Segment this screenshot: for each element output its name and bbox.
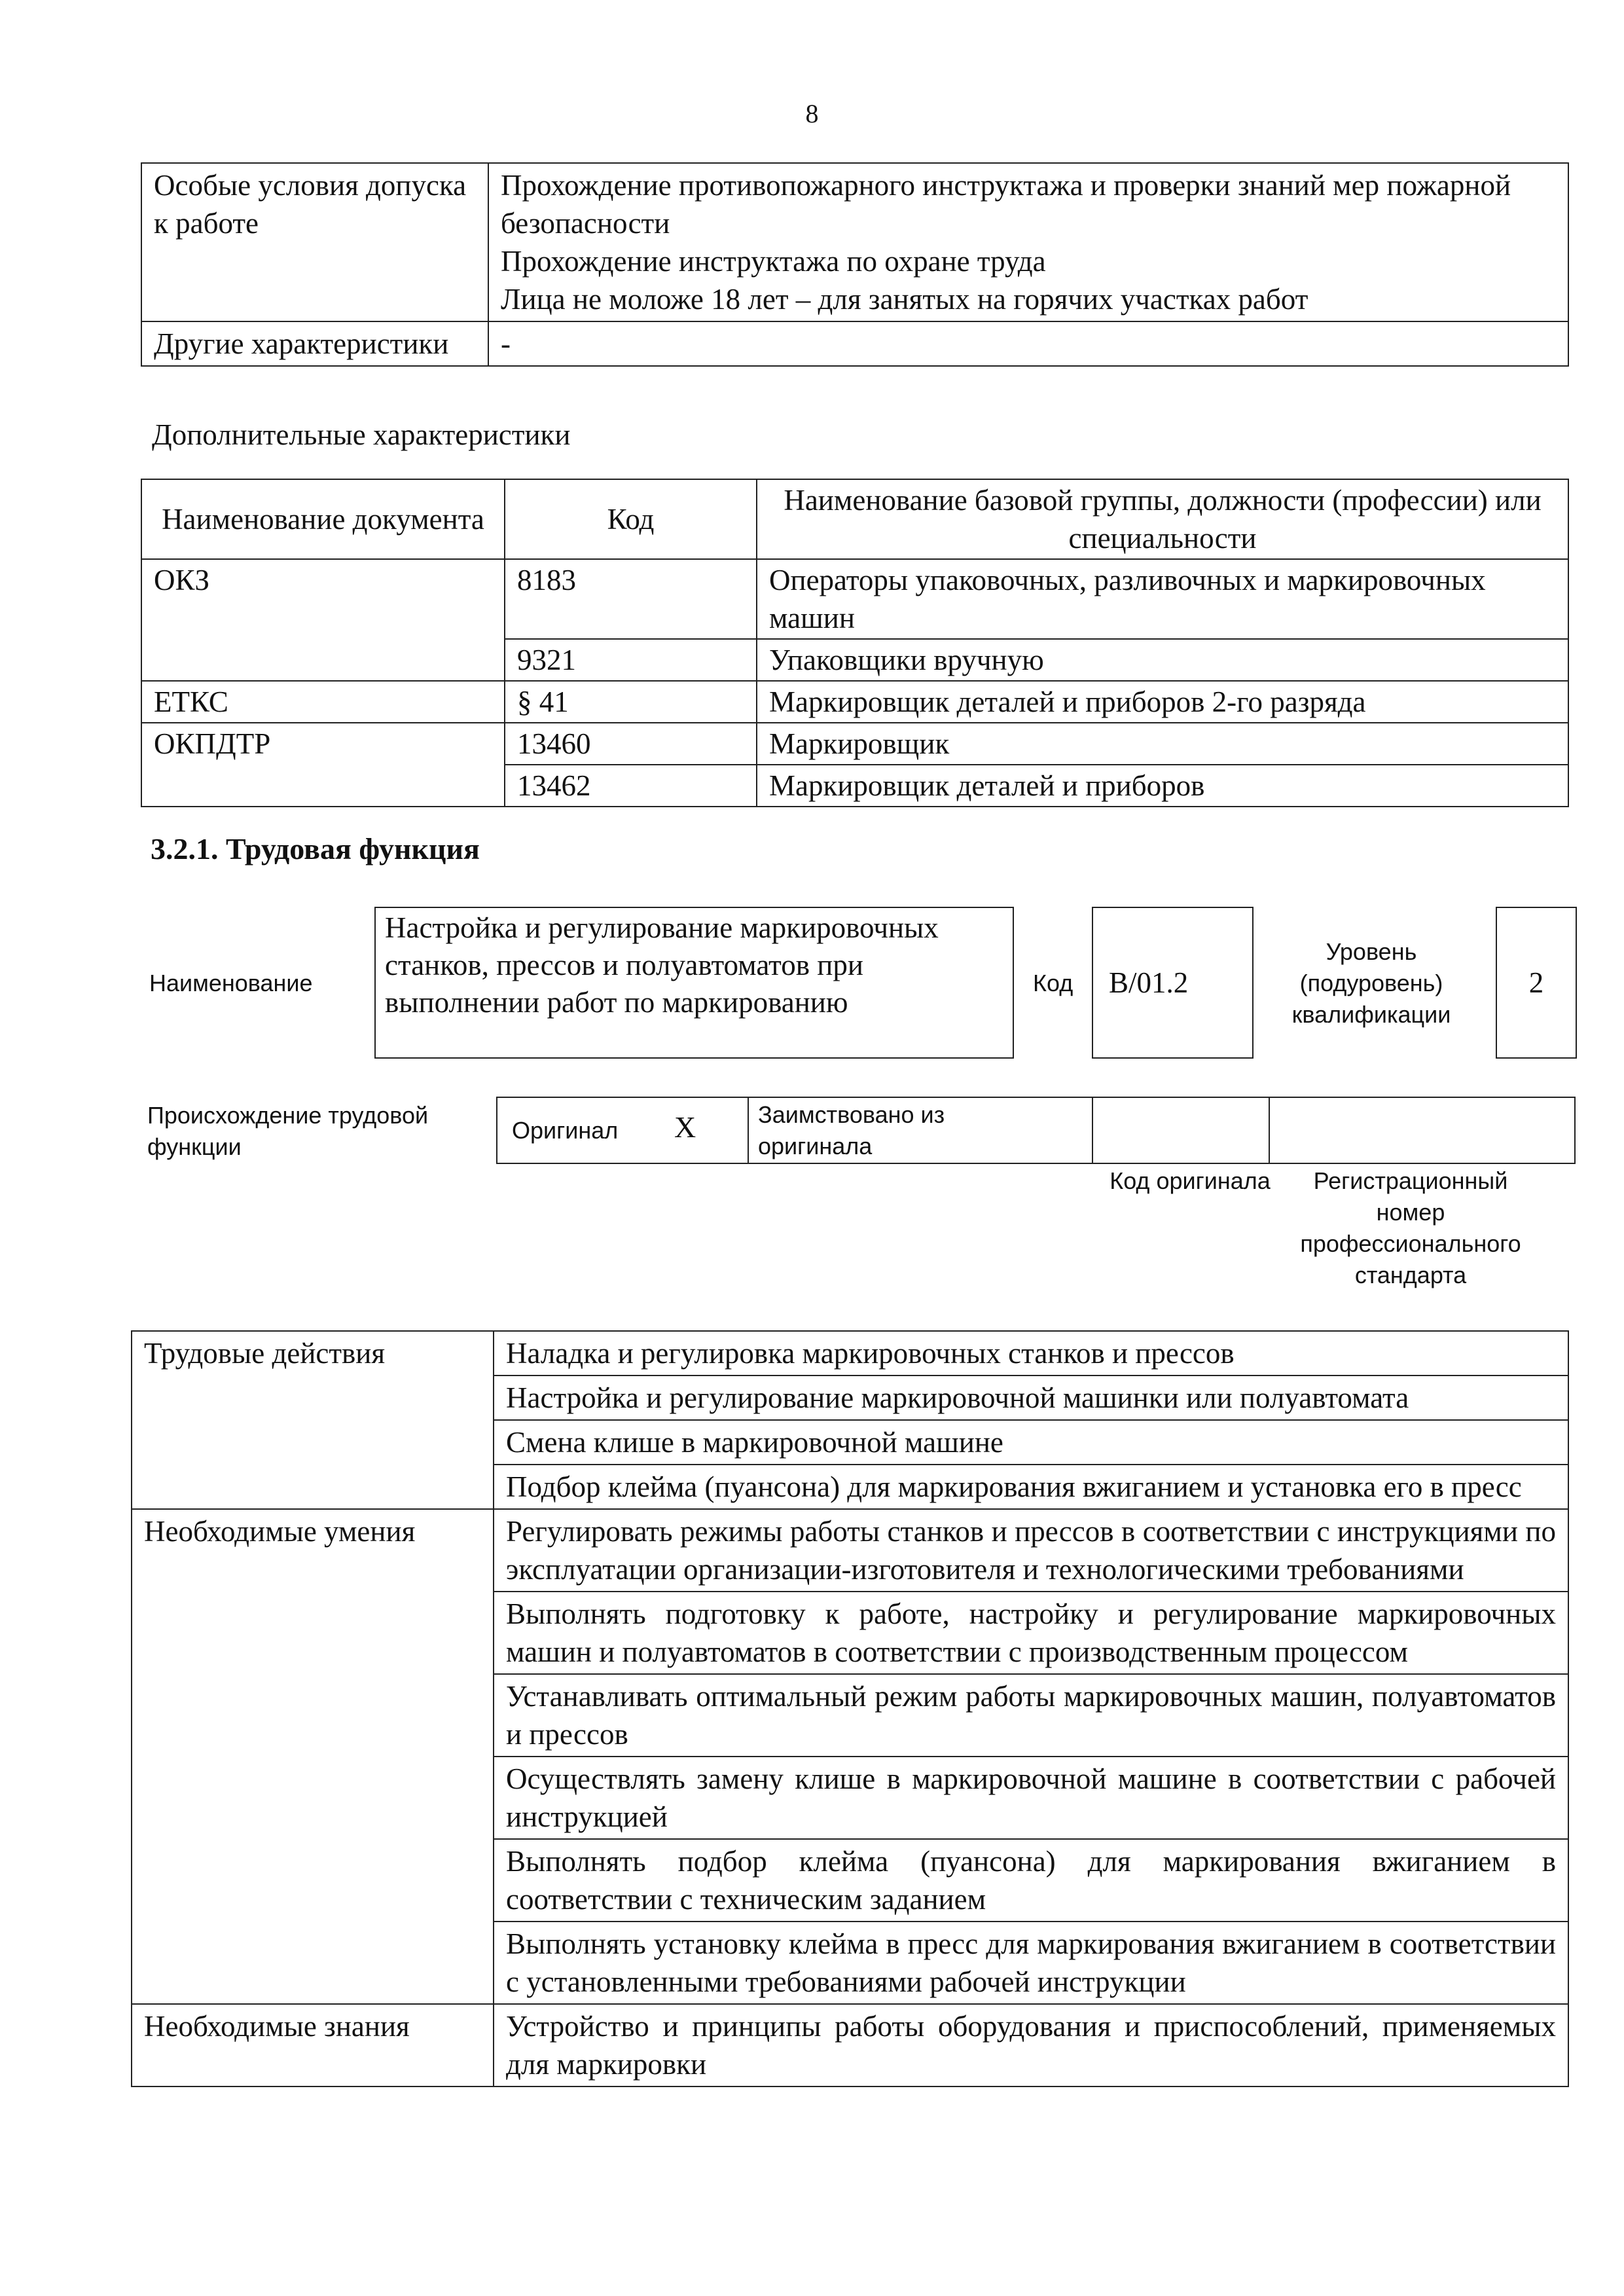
table-row (132, 1509, 1568, 1592)
borrowed-label: Заимствовано из оригинала (758, 1101, 945, 1159)
table-row (132, 2004, 1568, 2086)
level-value: 2 (1528, 966, 1544, 999)
origin-reg-cell (1270, 1098, 1574, 1163)
action-item: Смена клише в маркировочной машине (494, 1420, 1568, 1465)
table-header-row (141, 479, 1568, 559)
code-cell: 9321 (505, 639, 757, 681)
page-number: 8 (805, 99, 819, 128)
row-label: Трудовые действия (132, 1331, 494, 1509)
skill-item: Устанавливать оптимальный режим работы маркировочных машин, полуавтоматов и прессов (494, 1674, 1568, 1757)
table-row (141, 321, 1568, 366)
origin-original-cell (497, 1098, 749, 1163)
table-row (141, 681, 1568, 723)
origin-code-cell (1093, 1098, 1270, 1163)
name-cell: Маркировщик деталей и приборов (757, 765, 1568, 807)
level-label: Уровень (подуровень) квалификации (1291, 938, 1451, 1028)
value-line: Лица не моложе 18 лет – для занятых на горячих участках работ (501, 283, 1308, 316)
additional-table (141, 479, 1569, 807)
header-cell: Код (505, 479, 757, 559)
name-cell: Маркировщик (757, 723, 1568, 765)
code-cell: 8183 (505, 559, 757, 639)
row-value (488, 163, 1568, 321)
function-code-box (1092, 907, 1254, 1059)
original-mark: X (674, 1110, 696, 1144)
table-row (141, 559, 1568, 639)
table-row (141, 163, 1568, 321)
additional-title: Дополнительные характеристики (152, 418, 571, 451)
origin-table (496, 1097, 1576, 1164)
code-label: Код (1033, 970, 1074, 996)
function-table (131, 1330, 1569, 2087)
skill-item: Выполнять подготовку к работе, настройку и регулирование маркировочных машин и полуавтоматов в соответствии с производственным процессом (494, 1592, 1568, 1674)
section-title: 3.2.1. Трудовая функция (151, 832, 480, 866)
reg-caption: Регистрационный номер профессионального стандарта (1300, 1167, 1521, 1288)
skill-item: Выполнять подбор клейма (пуансона) для маркирования вжиганием в соответствии с техническим заданием (494, 1839, 1568, 1922)
header-cell: Наименование базовой группы, должности (профессии) или специальности (757, 479, 1568, 559)
function-name-box (374, 907, 1014, 1059)
origin-label: Происхождение трудовой функции (147, 1102, 429, 1160)
doc-cell: ЕТКС (141, 681, 505, 723)
level-value-box (1496, 907, 1577, 1059)
row-label: Особые условия допуска к работе (141, 163, 488, 321)
row-value: - (488, 321, 1568, 366)
doc-cell: ОКЗ (141, 559, 505, 681)
action-item: Настройка и регулирование маркировочной машинки или полуавтомата (494, 1376, 1568, 1420)
name-cell: Маркировщик деталей и приборов 2-го разряда (757, 681, 1568, 723)
action-item: Подбор клейма (пуансона) для маркирования вжиганием и установка его в пресс (494, 1465, 1568, 1509)
header-cell: Наименование документа (141, 479, 505, 559)
value-line: Прохождение инструктажа по охране труда (501, 245, 1046, 278)
function-code-value: В/01.2 (1109, 966, 1189, 999)
table-row (132, 1331, 1568, 1376)
name-label: Наименование (149, 970, 313, 996)
knowledge-item: Устройство и принципы работы оборудования и приспособлений, применяемых для маркировки (494, 2004, 1568, 2086)
skill-item: Осуществлять замену клише в маркировочной машине в соответствии с рабочей инструкцией (494, 1757, 1568, 1839)
function-name-value: Настройка и регулирование маркировочных станков, прессов и полуавтоматов при выполнении работ по маркированию (385, 911, 939, 1019)
original-label: Оригинал (512, 1117, 619, 1144)
action-item: Наладка и регулировка маркировочных станков и прессов (494, 1331, 1568, 1376)
row-label: Необходимые умения (132, 1509, 494, 2004)
name-cell: Упаковщики вручную (757, 639, 1568, 681)
row-label: Необходимые знания (132, 2004, 494, 2086)
code-cell: § 41 (505, 681, 757, 723)
table-row (141, 723, 1568, 765)
value-line: Прохождение противопожарного инструктажа и проверки знаний мер пожарной безопасности (501, 169, 1511, 240)
skill-item: Выполнять установку клейма в пресс для маркирования вжиганием в соответствии с установленными требованиями рабочей инструкции (494, 1922, 1568, 2004)
doc-cell: ОКПДТР (141, 723, 505, 807)
origin-borrowed-cell (749, 1098, 1093, 1163)
code-cell: 13460 (505, 723, 757, 765)
code-caption: Код оригинала (1110, 1167, 1271, 1194)
skill-item: Регулировать режимы работы станков и прессов в соответствии с инструкциями по эксплуатации организации-изготовителя и технологическими требованиями (494, 1509, 1568, 1592)
conditions-table (141, 162, 1569, 367)
code-cell: 13462 (505, 765, 757, 807)
row-label: Другие характеристики (141, 321, 488, 366)
name-cell: Операторы упаковочных, разливочных и маркировочных машин (757, 559, 1568, 639)
